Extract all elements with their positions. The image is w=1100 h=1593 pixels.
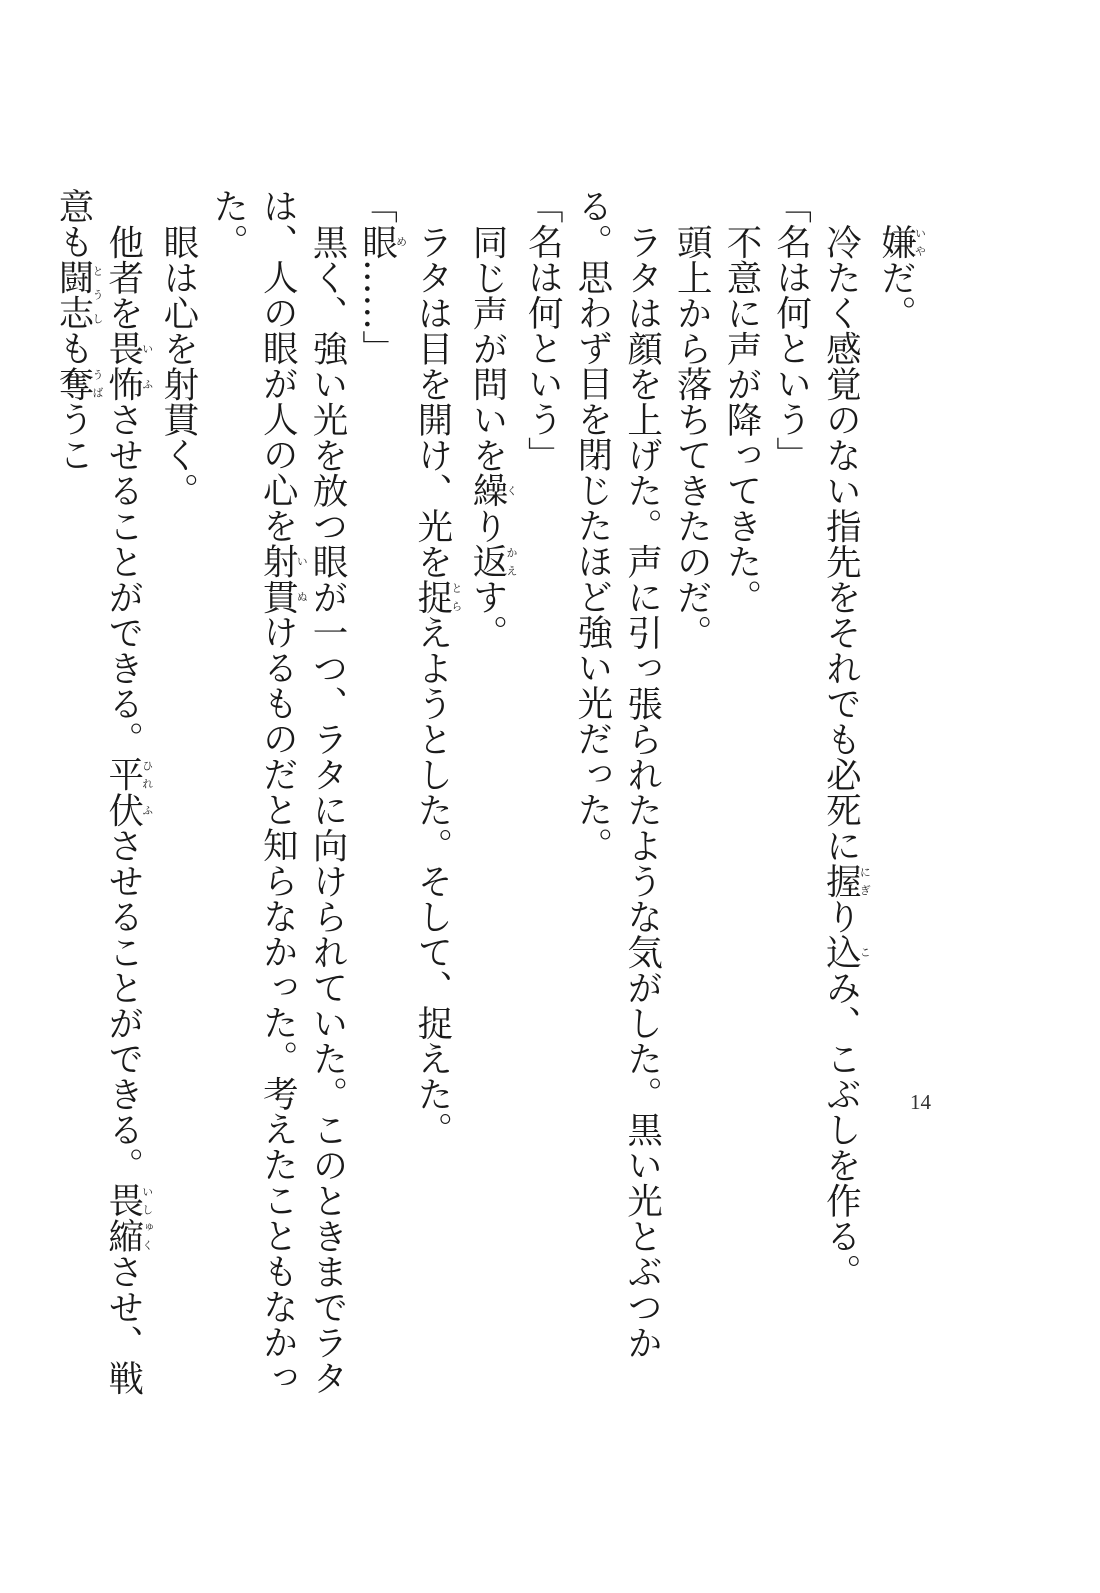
ruby-annotated-word (257, 578, 309, 615)
paragraph (352, 188, 407, 1410)
ruby-annotated-word (102, 756, 154, 792)
text-run: だ。 (875, 259, 917, 330)
paragraph (462, 188, 517, 1410)
text-run: 同じ声が問いを (467, 223, 508, 472)
text-run: も (53, 330, 94, 366)
ruby-annotated-word (356, 223, 408, 260)
ruby-reading: い (295, 543, 309, 579)
paragraph (567, 188, 666, 1410)
text-run: 冷たく感覚のない指先をそれでも必死に (820, 223, 862, 863)
ruby-base: 眼 (356, 223, 398, 259)
paragraph (871, 188, 926, 1410)
text-run: 「 (356, 188, 398, 224)
ruby-base: 貫 (257, 578, 299, 614)
ruby-annotated-word (102, 330, 154, 366)
ruby-base: 射 (257, 543, 299, 579)
ruby-annotated-word (467, 472, 518, 508)
ruby-reading: こ (858, 933, 872, 969)
ruby-reading: ぬ (295, 578, 309, 614)
paragraph (667, 188, 717, 1410)
ruby-base: 奪 (53, 365, 94, 401)
text-run: す。 (467, 578, 508, 650)
page-number: 14 (910, 1090, 931, 1114)
text-run: 「名は何という」 (522, 188, 564, 472)
ruby-annotated-word (875, 223, 927, 260)
ruby-base: 繰 (467, 472, 508, 508)
text-run: み、こぶしを作る。 (820, 969, 862, 1289)
ruby-annotated-word (53, 259, 104, 330)
text-run: 黒く、強い光を放つ眼が一つ、ラタに向けられていた。このときまでラタは、人の眼が人の心を (257, 188, 348, 1395)
ruby-reading: め (394, 223, 408, 259)
ruby-reading: く (505, 472, 518, 508)
ruby-annotated-word (467, 543, 518, 579)
ruby-reading: とら (449, 578, 463, 614)
text-run: 他者を (102, 223, 144, 330)
vertical-text-body (48, 188, 926, 1410)
ruby-reading: ふ (140, 791, 154, 827)
ruby-annotated-word (53, 365, 104, 402)
ruby-base: 畏 (102, 330, 144, 366)
text-run: させることができる。 (102, 827, 144, 1182)
ruby-reading: うば (91, 365, 104, 401)
ruby-annotated-word (820, 933, 872, 970)
ruby-base: 返 (467, 543, 508, 579)
ruby-base: 伏 (102, 791, 144, 827)
ruby-annotated-word (102, 365, 154, 402)
ruby-base: 握 (820, 862, 862, 898)
ruby-reading: にぎ (858, 862, 872, 898)
text-run: けるものだと知らなかった。考えたこともなかった。 (207, 188, 299, 1395)
text-run: えようとした。そして、捉えた。 (411, 614, 453, 1147)
paragraph (766, 188, 816, 1410)
text-run: ラタは目を開け、光を (411, 223, 453, 579)
text-run: させ、戦意も (53, 188, 144, 1395)
ruby-reading: ひれ (140, 756, 154, 792)
ruby-base: 怖 (102, 365, 144, 401)
text-run: ラタは顔を上げた。声に引っ張られたような気がした。黒い光とぶつかる。思わず目を閉じたほど強い光だった。 (571, 188, 663, 1360)
ruby-annotated-word (102, 791, 154, 828)
ruby-annotated-word (820, 862, 872, 899)
text-run: り (820, 898, 862, 934)
ruby-reading: いしゅく (140, 1182, 154, 1253)
paragraph (816, 188, 871, 1410)
text-run: 「名は何という」 (770, 188, 812, 472)
ruby-reading: かえ (505, 543, 518, 579)
text-run: 不意に声が降ってきた。 (720, 223, 762, 614)
paragraph (48, 188, 153, 1410)
ruby-reading: い (140, 330, 154, 366)
text-run: ……」 (356, 259, 398, 366)
ruby-annotated-word (411, 578, 463, 615)
text-run: 頭上から落ちてきたのだ。 (671, 223, 713, 650)
paragraph (518, 188, 568, 1410)
ruby-annotated-word (102, 1182, 154, 1253)
ruby-reading: いや (913, 223, 927, 259)
text-run: 眼は心を射貫く。 (157, 223, 199, 508)
ruby-base: 捉 (411, 578, 453, 614)
ruby-reading: とうし (91, 259, 104, 330)
ruby-base: 平 (102, 756, 144, 792)
paragraph (153, 188, 203, 1410)
ruby-base: 込 (820, 933, 862, 969)
ruby-reading: ふ (140, 365, 154, 401)
ruby-base: 闘志 (53, 259, 94, 330)
text-run: り (467, 507, 508, 543)
ruby-annotated-word (257, 543, 309, 579)
paragraph (407, 188, 462, 1410)
text-run: うこ (53, 401, 94, 472)
ruby-base: 畏縮 (102, 1182, 144, 1253)
paragraph (203, 188, 352, 1410)
paragraph (716, 188, 766, 1410)
ruby-base: 嫌 (875, 223, 917, 259)
text-run: させることができる。 (102, 401, 144, 756)
